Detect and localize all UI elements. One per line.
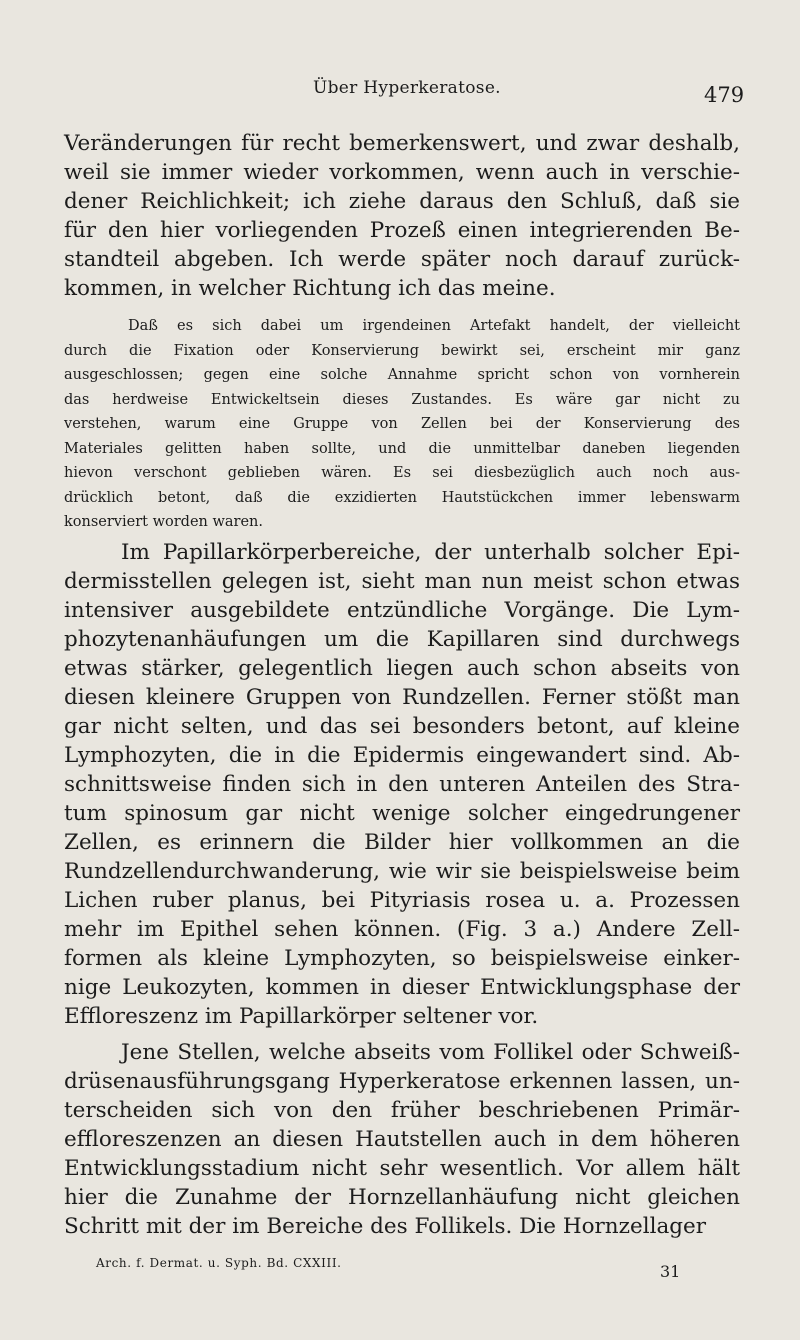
text-line: dener Reichlichkeit; ich ziehe daraus den Schluß, daß sie — [64, 189, 740, 214]
text-line: Entwicklungsstadium nicht sehr wesentlich. Vor allem hält — [64, 1156, 740, 1181]
text-line: schnittsweise finden sich in den unteren Anteilen des Stra- — [64, 772, 740, 797]
text-line: effloreszenzen an diesen Hautstellen auch in dem höheren — [64, 1127, 740, 1152]
text-line: das herdweise Entwickeltsein dieses Zustandes. Es wäre gar nicht zu — [64, 391, 740, 408]
text-line: hievon verschont geblieben wären. Es sei diesbezüglich auch noch aus- — [64, 465, 740, 481]
text-line: phozytenanhäufungen um die Kapillaren sind durchwegs — [64, 627, 740, 652]
text-line: kommen, in welcher Richtung ich das meine. — [64, 276, 556, 301]
journal-reference: Arch. f. Dermat. u. Syph. Bd. CXXIII. — [96, 1256, 342, 1270]
signature-mark: 31 — [660, 1262, 681, 1281]
text-line: dermisstellen gelegen ist, sieht man nun meist schon etwas — [64, 569, 740, 594]
paragraph-hyperkeratosis-sites — [64, 1038, 740, 1241]
text-line: diesen kleinere Gruppen von Rundzellen. Ferner stößt man — [64, 685, 740, 710]
text-line: etwas stärker, gelegentlich liegen auch schon abseits von — [64, 656, 740, 681]
text-line: nige Leukozyten, kommen in dieser Entwicklungsphase der — [64, 975, 740, 1000]
text-line: intensiver ausgebildete entzündliche Vorgänge. Die Lym- — [64, 598, 740, 623]
text-line: Veränderungen für recht bemerkenswert, und zwar deshalb, — [64, 131, 740, 156]
paragraph-papillary-body — [64, 538, 740, 1031]
text-line: weil sie immer wieder vorkommen, wenn auch in verschie- — [64, 160, 740, 185]
text-line: Schritt mit der im Bereiche des Follikels. Die Hornzellager — [64, 1214, 707, 1239]
text-line: hier die Zunahme der Hornzellanhäufung nicht gleichen — [64, 1185, 740, 1210]
text-line: drücklich betont, daß die exzidierten Hautstückchen immer lebenswarm — [64, 489, 740, 506]
text-line: Zellen, es erinnern die Bilder hier vollkommen an die — [64, 830, 740, 855]
text-line: terscheiden sich von den früher beschriebenen Primär- — [64, 1098, 740, 1123]
text-line: Jene Stellen, welche abseits vom Follikel oder Schweiß- — [121, 1040, 740, 1065]
text-line: Effloreszenz im Papillarkörper seltener vor. — [64, 1004, 539, 1029]
page-number: 479 — [704, 83, 745, 107]
text-line: Lymphozyten, die in die Epidermis eingewandert sind. Ab- — [64, 743, 740, 768]
text-line: drüsenausführungsgang Hyperkeratose erkennen lassen, un- — [64, 1069, 740, 1094]
text-line: Materiales gelitten haben sollte, und die unmittelbar daneben liegenden — [64, 440, 740, 457]
text-line: mehr im Epithel sehen können. (Fig. 3 a.) Andere Zell- — [64, 917, 740, 942]
running-header: Über Hyperkeratose. — [313, 78, 501, 98]
text-line: konserviert worden waren. — [64, 514, 263, 530]
text-line: formen als kleine Lymphozyten, so beispielsweise einker- — [64, 946, 740, 971]
text-line: Daß es sich dabei um irgendeinen Artefakt handelt, der vielleicht — [128, 318, 740, 334]
text-line: tum spinosum gar nicht wenige solcher eingedrungener — [64, 801, 740, 826]
text-line: standteil abgeben. Ich werde später noch darauf zurück- — [64, 247, 740, 272]
text-line: verstehen, warum eine Gruppe von Zellen bei der Konservierung des — [64, 416, 740, 432]
text-line: ausgeschlossen; gegen eine solche Annahme spricht schon von vornherein — [64, 367, 740, 383]
paragraph-continuation — [64, 129, 740, 303]
footnote-small-print — [64, 314, 740, 535]
text-line: durch die Fixation oder Konservierung bewirkt sei, erscheint mir ganz — [64, 342, 740, 359]
text-line: Rundzellendurchwanderung, wie wir sie beispielsweise beim — [64, 859, 740, 884]
text-line: Im Papillarkörperbereiche, der unterhalb solcher Epi- — [121, 540, 740, 565]
text-line: gar nicht selten, und das sei besonders betont, auf kleine — [64, 714, 740, 739]
text-line: für den hier vorliegenden Prozeß einen integrierenden Be- — [64, 218, 740, 243]
text-line: Lichen ruber planus, bei Pityriasis rosea u. a. Prozessen — [64, 888, 740, 913]
